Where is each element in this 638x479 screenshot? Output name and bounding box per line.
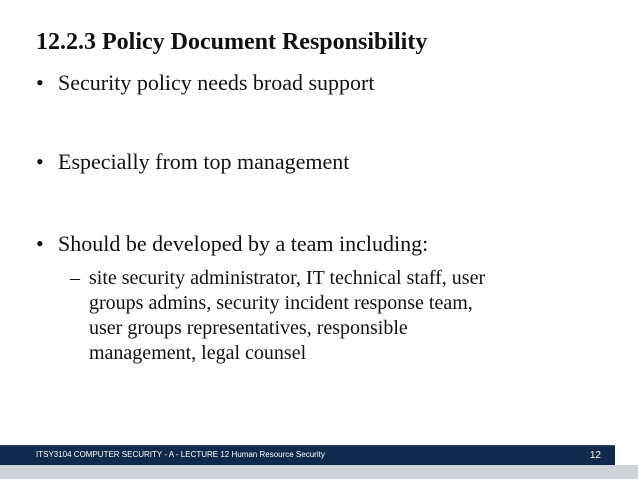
sub-bullet-line-2: groups admins, security incident response team,	[89, 292, 473, 314]
bullet-text: Especially from top management	[58, 149, 350, 174]
bullet-text: Should be developed by a team including:	[58, 231, 429, 256]
sub-bullet-line-4: management, legal counsel	[89, 342, 307, 364]
footer-text: ITSY3104 COMPUTER SECURITY - A - LECTURE 12 Human Resource Security	[36, 450, 325, 459]
page-number: 12	[589, 450, 601, 461]
slide-footer	[0, 445, 615, 465]
bottom-strip	[0, 465, 638, 479]
sub-bullet-line-3: user groups representatives, responsible	[89, 317, 408, 339]
bullet-text: Security policy needs broad support	[58, 70, 375, 95]
bullet-item-2	[36, 148, 349, 176]
bullet-marker: •	[36, 70, 44, 95]
bullet-marker: •	[36, 149, 44, 174]
sub-bullet-marker: –	[70, 267, 80, 289]
sub-bullet-line-1: site security administrator, IT technical staff, user	[89, 267, 486, 289]
sub-bullet	[70, 266, 600, 366]
bullet-item-1	[36, 69, 375, 97]
bullet-marker: •	[36, 231, 44, 256]
slide-title: 12.2.3 Policy Document Responsibility	[36, 29, 428, 55]
bullet-item-3	[36, 230, 428, 258]
